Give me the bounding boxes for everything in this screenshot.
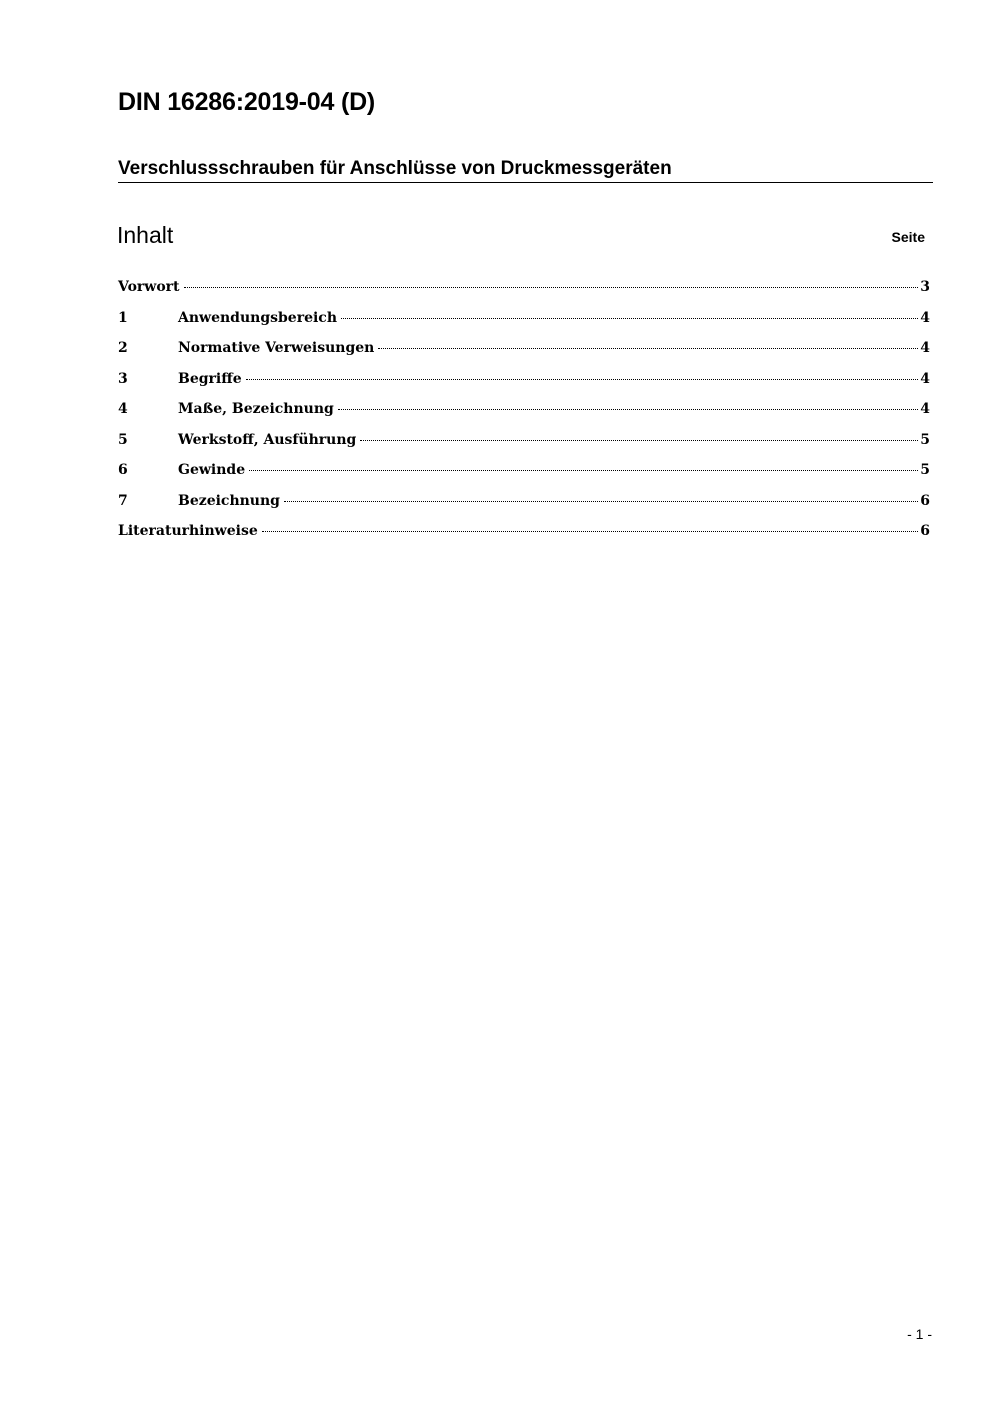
toc-entry-6[interactable] (118, 462, 930, 493)
toc-entry-page: 5 (920, 431, 930, 448)
toc-entry-number: 3 (118, 370, 128, 387)
toc-leader-dots (284, 501, 918, 502)
toc-entry-page: 6 (920, 523, 930, 539)
toc-leader-dots (338, 409, 918, 410)
toc-entry-page: 4 (920, 340, 930, 356)
toc-entry-title: Maße, Bezeichnung (178, 401, 334, 417)
toc-entry-page: 4 (920, 401, 930, 417)
toc-entry-1[interactable] (118, 310, 930, 341)
toc-entry-page: 4 (920, 309, 930, 326)
toc-entry-5[interactable] (118, 432, 930, 463)
toc-entry-page: 4 (920, 370, 930, 387)
toc-page-column-label: Seite (891, 229, 925, 245)
toc-entry-vorwort[interactable] (118, 279, 930, 310)
toc-entry-number: 2 (118, 340, 128, 356)
toc-entry-4[interactable] (118, 401, 930, 432)
toc-leader-dots (246, 379, 919, 380)
toc-entry-title: Literaturhinweise (118, 523, 258, 539)
document-title: Verschlussschrauben für Anschlüsse von Druckmessgeräten (118, 158, 933, 183)
table-of-contents (118, 279, 930, 554)
toc-leader-dots (378, 348, 918, 349)
toc-leader-dots (184, 287, 919, 288)
toc-entry-3[interactable] (118, 371, 930, 402)
page-number: - 1 - (907, 1326, 932, 1342)
toc-heading: Inhalt (117, 222, 174, 248)
toc-entry-title: Vorwort (118, 279, 180, 295)
toc-entry-number: 4 (118, 401, 128, 417)
toc-entry-number: 1 (118, 309, 128, 326)
toc-leader-dots (262, 531, 919, 532)
toc-entry-number: 5 (118, 431, 128, 448)
toc-entry-title: Gewinde (178, 462, 246, 478)
toc-leader-dots (360, 440, 918, 441)
toc-entry-2[interactable] (118, 340, 930, 371)
toc-entry-number: 7 (118, 492, 128, 509)
toc-entry-title: Bezeichnung (178, 492, 280, 509)
toc-entry-page: 6 (920, 492, 930, 509)
toc-entry-title: Begriffe (178, 370, 242, 387)
toc-entry-number: 6 (118, 462, 128, 478)
toc-leader-dots (249, 470, 918, 471)
toc-entry-7[interactable] (118, 493, 930, 524)
toc-entry-page: 3 (920, 279, 930, 295)
toc-entry-title: Werkstoff, Ausführung (178, 431, 357, 448)
document-number: DIN 16286:2019-04 (D) (118, 88, 376, 116)
toc-entry-title: Normative Verweisungen (178, 340, 375, 356)
toc-entry-title: Anwendungsbereich (178, 309, 337, 326)
toc-entry-page: 5 (920, 462, 930, 478)
toc-leader-dots (341, 318, 918, 319)
toc-entry-literaturhinweise[interactable] (118, 523, 930, 554)
